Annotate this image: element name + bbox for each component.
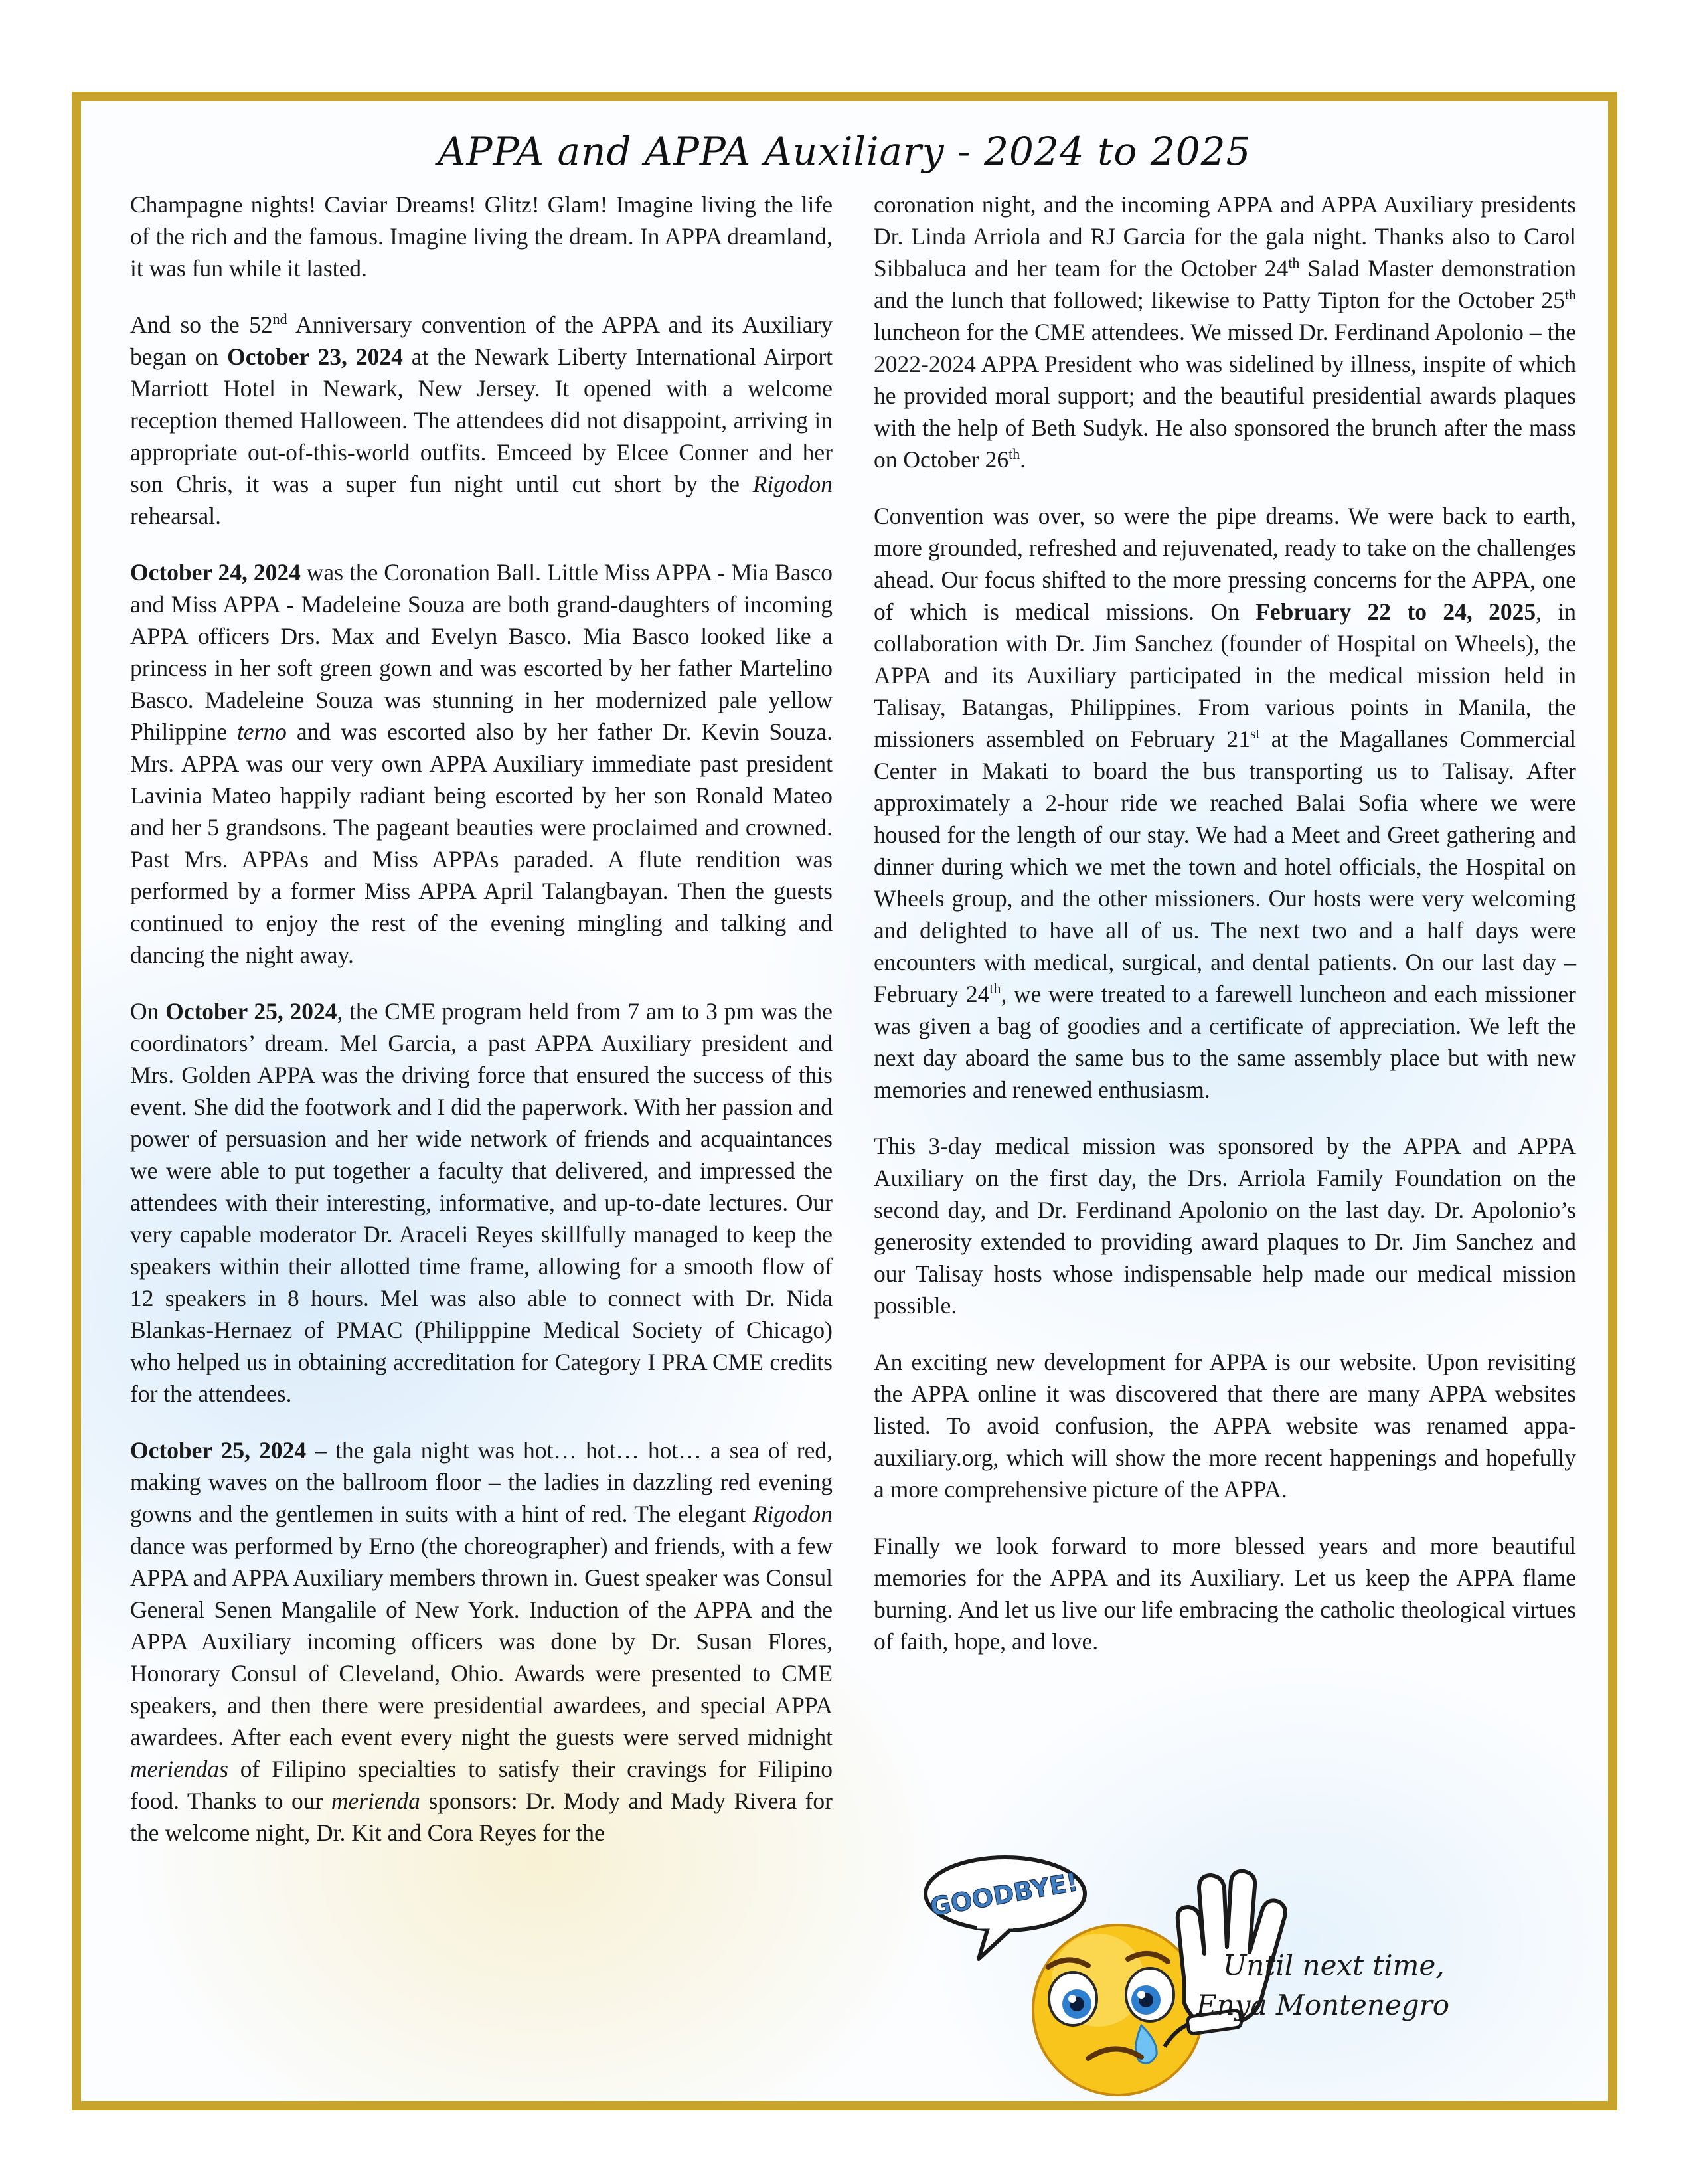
date-highlight: October 23, 2024: [227, 343, 403, 370]
ordinal-suffix: st: [1250, 725, 1260, 742]
text-run: was the Coronation Ball. Little Miss APPA - Mia Basco and Miss APPA - Madeleine Souza are both grand-daughters of incoming APPA officers Drs. Max and Evelyn Basco. Mia Basco looked like a princess in her soft green gown and was escorted by her father Martelino Basco. Madeleine Souza was stunning in her modernized pale yellow Philippine: [130, 559, 833, 745]
paragraph-closing-text: Finally we look forward to more blessed years and more beautiful memories for the APPA and its Auxiliary. Let us keep the APPA flame burning. And let us live our life embracing the catholic theological virtues of faith, hope, and love.: [874, 1533, 1576, 1655]
ordinal-suffix: nd: [272, 311, 287, 328]
text-run: And so the 52: [130, 311, 273, 338]
italic-term: meriendas: [130, 1756, 228, 1782]
text-run: .: [1020, 446, 1026, 473]
ordinal-suffix: th: [989, 980, 1001, 997]
paragraph-intro-text: Champagne nights! Caviar Dreams! Glitz! Glam! Imagine living the life of the rich and the famous. Imagine living the dream. In APPA dreamland, it was fun while it lasted.: [130, 191, 833, 282]
italic-term: Rigodon: [752, 1501, 833, 1527]
text-run: dance was performed by Erno (the choreographer) and friends, with a few APPA and APPA Auxiliary members thrown in. Guest speaker was Consul General Senen Mangalile of New York. Induction of the APPA and the APPA Auxiliary incoming officers was done by Dr. Susan Flores, Honorary Consul of Cleveland, Ohio. Awards were presented to CME speakers, and then there were presidential awardees, and special APPA awardees. After each event every night the guests were served midnight: [130, 1533, 833, 1750]
italic-term: merienda: [331, 1788, 420, 1814]
paragraph-oct-25-cme: [130, 995, 833, 1410]
paragraph-oct-24: [130, 556, 833, 971]
text-run: at the Magallanes Commercial Center in Makati to board the bus transporting us to Talisay. After approximately a 2-hour ride we reached Balai Sofia where we were housed for the length of our stay. We had a Meet and Greet gathering and dinner during which we met the town and hotel officials, the Hospital on Wheels group, and the other missioners. Our hosts were very welcoming and delighted to have all of us. The next two and a half days were encounters with medical, surgical, and dental patients. On our last day – February 24: [874, 726, 1576, 1007]
date-highlight: February 22 to 24, 2025: [1255, 598, 1536, 625]
text-run: , in collaboration with Dr. Jim Sanchez (founder of Hospital on Wheels), the APPA and its Auxiliary participated in the medical mission held in Talisay, Batangas, Philippines. From various points in Manila, the missioners assembled on February 21: [874, 598, 1576, 752]
text-run: Convention was over, so were the pipe dreams. We were back to earth, more grounded, refreshed and rejuvenated, ready to take on the challenges ahead. Our focus shifted to the more pressing concerns for the APPA, one of which is medical missions. On: [874, 503, 1576, 625]
paragraph-sponsors: [874, 1130, 1576, 1321]
bubble-text: GOODBYE!: [927, 1867, 1081, 1922]
text-run: On: [130, 998, 166, 1025]
text-run: rehearsal.: [130, 503, 221, 529]
date-highlight: October 24, 2024: [130, 559, 301, 586]
page-title: APPA and APPA Auxiliary - 2024 to 2025: [438, 129, 1251, 174]
paragraph-medical-mission: [874, 500, 1576, 1106]
signoff-greeting: Until next time,: [1223, 1949, 1445, 1981]
paragraph-sponsors-text: This 3-day medical mission was sponsored by the APPA and APPA Auxiliary on the first day, the Drs. Arriola Family Foundation on the second day, and Dr. Ferdinand Apolonio on the last day. Dr. Apolonio’s generosity extended to providing award plaques to Dr. Jim Sanchez and our Talisay hosts whose indispensable help made our medical mission possible.: [874, 1133, 1576, 1319]
text-run: of Filipino specialties to satisfy their cravings for Filipino food. Thanks to our: [130, 1756, 833, 1814]
paragraph-closing: [874, 1530, 1576, 1657]
text-run: coronation night, and the incoming APPA and APPA Auxiliary presidents Dr. Linda Arriola and RJ Garcia for the gala night. Thanks also to Carol Sibbaluca and her team for the October 24: [874, 191, 1576, 282]
paragraph-intro: [130, 189, 833, 284]
text-run: , the CME program held from 7 am to 3 pm was the coordinators’ dream. Mel Garcia, a past APPA Auxiliary president and Mrs. Golden APPA was the driving force that ensured the success of this event. She did the footwork and I did the paperwork. With her passion and power of persuasion and her wide network of friends and acquaintances we were able to put together a faculty that delivered, and impressed the attendees with their interesting, informative, and up-to-date lectures. Our very capable moderator Dr. Araceli Reyes skillfully managed to keep the speakers within their allotted time frame, allowing for a smooth flow of 12 speakers in 8 hours. Mel was also able to connect with Dr. Nida Blankas-Hernaez of PMAC (Philipppine Medical Society of Chicago) who helped us in obtaining accreditation for Category I PRA CME credits for the attendees.: [130, 998, 833, 1407]
italic-term: Rigodon: [752, 471, 833, 497]
newsletter-page: [72, 92, 1617, 2110]
paragraph-oct-23: [130, 309, 833, 532]
ordinal-suffix: th: [1564, 286, 1576, 303]
text-run: – the gala night was hot… hot… hot… a sea of red, making waves on the ballroom floor – the ladies in dazzling red evening gowns and the gentlemen in suits with a hint of red. The elegant: [130, 1437, 833, 1527]
text-run: sponsors: Dr. Mody and Mady Rivera for the welcome night, Dr. Kit and Cora Reyes for the: [130, 1788, 833, 1846]
text-run: luncheon for the CME attendees. We missed Dr. Ferdinand Apolonio – the 2022-2024 APPA President who was sidelined by illness, inspite of which he provided moral support; and the beautiful presidential awards plaques with the help of Beth Sudyk. He also sponsored the brunch after the mass on October 26: [874, 319, 1576, 473]
text-run: , we were treated to a farewell luncheon and each missioner was given a bag of goodies and a certificate of appreciation. We left the next day aboard the same bus to the same assembly place but with new memories and renewed enthusiasm.: [874, 981, 1577, 1103]
signoff-author: Enya Montenegro: [1196, 1989, 1450, 2021]
date-highlight: October 25, 2024: [130, 1437, 307, 1464]
date-highlight: October 25, 2024: [165, 998, 337, 1025]
text-run: at the Newark Liberty International Airport Marriott Hotel in Newark, New Jersey. It opened with a welcome reception themed Halloween. The attendees did not disappoint, arriving in appropriate out-of-this-world outfits. Emceed by Elcee Conner and her son Chris, it was a super fun night until cut short by the: [130, 343, 833, 497]
text-run: Salad Master demonstration and the lunch that followed; likewise to Patty Tipton for the October 25: [874, 255, 1576, 313]
paragraph-thanks: [874, 189, 1576, 475]
sad-face: [1033, 1925, 1203, 2095]
paragraph-website-text: An exciting new development for APPA is our website. Upon revisiting the APPA online it was discovered that there are many APPA websites listed. To avoid confusion, the APPA website was renamed appa-auxiliary.org, which will show the more recent happenings and hopefully a more comprehensive picture of the APPA.: [874, 1349, 1576, 1503]
italic-term: terno: [236, 718, 287, 745]
left-column: [130, 189, 833, 1873]
speech-bubble: [926, 1857, 1085, 1959]
signoff: [1196, 1946, 1542, 2025]
text-run: Anniversary convention of the APPA and its Auxiliary began on: [130, 311, 833, 370]
paragraph-oct-25-gala: [130, 1434, 833, 1849]
ordinal-suffix: th: [1288, 254, 1300, 272]
paragraph-website: [874, 1346, 1576, 1505]
text-run: and was escorted also by her father Dr. Kevin Souza. Mrs. APPA was our very own APPA Auxiliary immediate past president Lavinia Mateo happily radiant being escorted by her son Ronald Mateo and her 5 grandsons. The pageant beauties were proclaimed and crowned. Past Mrs. APPAs and Miss APPAs paraded. A flute rendition was performed by a former Miss APPA April Talangbayan. Then the guests continued to enjoy the rest of the evening mingling and talking and dancing the night away.: [130, 718, 833, 968]
right-column: [874, 189, 1576, 1682]
ordinal-suffix: th: [1008, 446, 1020, 463]
